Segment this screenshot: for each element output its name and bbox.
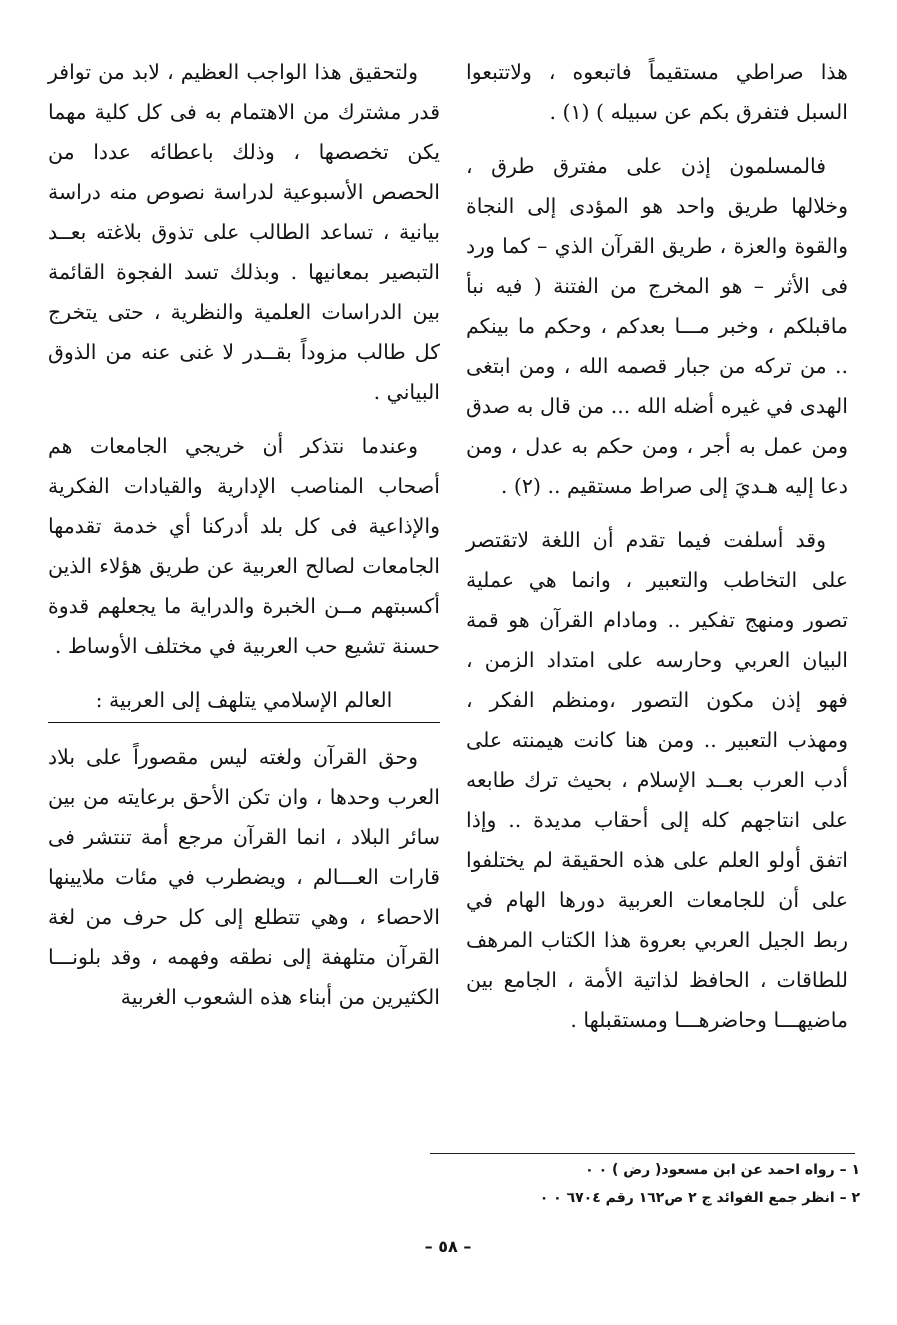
paragraph: وعندما نتذكر أن خريجي الجامعات هم أصحاب المناصب الإدارية والقيادات الفكرية والإذاعية فى كل بلد أدركنا أي خدمة تقدمها الجامعات لصالح العربية عن طريق هؤلاء الذين أكسبتهم مــن الخبرة والدراية ما يجعلهم قدوة حسنة تشيع حب العربية في مختلف الأوساط . bbox=[48, 434, 440, 658]
section-heading: العالم الإسلامي يتلهف إلى العربية : bbox=[48, 680, 440, 723]
right-column bbox=[466, 52, 848, 1054]
footnotes bbox=[420, 1156, 860, 1212]
footnote-divider bbox=[430, 1153, 855, 1154]
paragraph: وحق القرآن ولغته ليس مقصوراً على بلاد العرب وحدها ، وان تكن الأحق برعايته من بين سائر البلاد ، انما القرآن مرجع أمة تنتشر فى قارات العـــالم ، ويضطرب في مئات ملايينها الاحصاء ، وهي تتطلع إلى كل حرف من لغة القرآن متلهفة إلى نطقه وفهمه ، وقد بلونـــا الكثيرين من أبناء هذه الشعوب الغربية bbox=[48, 745, 440, 1009]
left-column bbox=[48, 52, 440, 1031]
paragraph: فالمسلمون إذن على مفترق طرق ، وخلالها طريق واحد هو المؤدى إلى النجاة والقوة والعزة ، طريق القرآن الذي – كما ورد فى الأثر – هو المخرج من الفتنة ( فيه نبأ ماقبلكم ، وخبر مـــا بعدكم ، وحكم ما بينكم .. من تركه من جبار قصمه الله ، ومن ابتغى الهدى في غيره أضله الله ... من قال به صدق ومن عمل به أجر ، ومن حكم به عدل ، ومن دعا إليه هـديَ إلى صراط مستقيم .. (٢) . bbox=[466, 154, 848, 498]
footnote-2: ٢ – انظر جمع الفوائد ج ٢ ص١٦٢ رقم ٦٧٠٤ ٠ ٠ bbox=[539, 1190, 860, 1206]
paragraph: وقد أسلفت فيما تقدم أن اللغة لاتقتصر على التخاطب والتعبير ، وانما هي عملية تصور ومنهج تفكير .. ومادام القرآن هو قمة البيان العربي وحارسه على امتداد الزمن ، فهو إذن مكون التصور ،ومنظم الفكر ، ومهذب التعبير .. ومن هنا كانت هيمنته على أدب العرب بعــد الإسلام ، بحيث ترك طابعه على انتاجهم كله إلى أحقاب مديدة .. وإذا اتفق أولو العلم على هذه الحقيقة لم يختلفوا على أن للجامعات العربية دورها الهام في ربط الجيل العربي بعروة هذا الكتاب المرهف للطاقات ، الحافظ لذاتية الأمة ، الجامع بين ماضيهـــا وحاضرهـــا ومستقبلها . bbox=[466, 528, 848, 1032]
footnote-1: ١ – رواه احمد عن ابن مسعود( رض ) ٠ ٠ bbox=[585, 1162, 860, 1178]
paragraph: ولتحقيق هذا الواجب العظيم ، لابد من توافر قدر مشترك من الاهتمام به فى كل كلية مهما يكن تخصصها ، وذلك باعطائه عددا من الحصص الأسبوعية لدراسة نصوص منه دراسة بيانية ، تساعد الطالب على تذوق بلاغته بعــد التبصير بمعانيها . وبذلك تسد الفجوة القائمة بين الدراسات العلمية والنظرية ، حتى يتخرج كل طالب مزوداً بقــدر لا غنى عنه من الذوق البياني . bbox=[48, 60, 440, 404]
paragraph: هذا صراطي مستقيماً فاتبعوه ، ولاتتبعوا السبل فتفرق بكم عن سبيله ) (١) . bbox=[466, 60, 848, 124]
page-number: – ٥٨ – bbox=[424, 1237, 472, 1256]
